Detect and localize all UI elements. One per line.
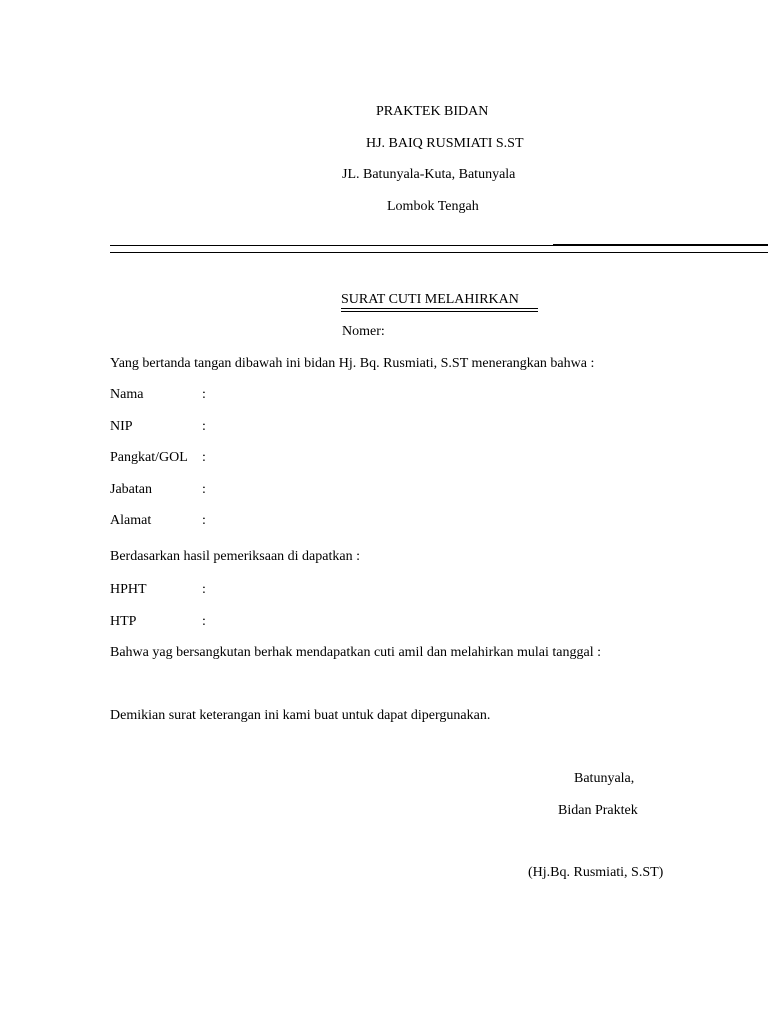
field-colon-jabatan: : — [202, 482, 206, 497]
field-label-htp: HTP — [110, 614, 137, 629]
field-colon-nip: : — [202, 419, 206, 434]
signature-role: Bidan Praktek — [558, 803, 638, 818]
letter-title-underline-2 — [341, 311, 538, 312]
field-colon-pangkat-gol: : — [202, 450, 206, 465]
signature-name: (Hj.Bq. Rusmiati, S.ST) — [528, 865, 664, 880]
field-colon-hpht: : — [202, 582, 206, 597]
leave-statement: Bahwa yag bersangkutan berhak mendapatkan cuti amil dan melahirkan mulai tanggal : — [110, 645, 601, 660]
letter-intro: Yang bertanda tangan dibawah ini bidan Hj. Bq. Rusmiati, S.ST menerangkan bahwa : — [110, 356, 595, 371]
header-rule-top-thick — [553, 244, 768, 246]
letter-title: SURAT CUTI MELAHIRKAN — [341, 292, 519, 307]
header-line-2: HJ. BAIQ RUSMIATI S.ST — [366, 136, 524, 151]
header-line-4: Lombok Tengah — [387, 199, 479, 214]
field-label-pangkat-gol: Pangkat/GOL — [110, 450, 188, 465]
field-colon-htp: : — [202, 614, 206, 629]
field-label-nama: Nama — [110, 387, 144, 402]
header-rule-bottom — [110, 252, 768, 253]
header-line-3: JL. Batunyala-Kuta, Batunyala — [342, 167, 516, 182]
letter-title-underline-1 — [341, 308, 538, 309]
field-label-alamat: Alamat — [110, 513, 152, 528]
closing-statement: Demikian surat keterangan ini kami buat untuk dapat dipergunakan. — [110, 708, 491, 723]
exam-intro: Berdasarkan hasil pemeriksaan di dapatkan : — [110, 549, 360, 564]
field-label-hpht: HPHT — [110, 582, 147, 597]
field-colon-alamat: : — [202, 513, 206, 528]
field-label-jabatan: Jabatan — [110, 482, 152, 497]
field-label-nip: NIP — [110, 419, 133, 434]
letter-number-label: Nomer: — [342, 324, 385, 339]
signature-place: Batunyala, — [574, 771, 635, 786]
field-colon-nama: : — [202, 387, 206, 402]
header-line-1: PRAKTEK BIDAN — [376, 104, 489, 119]
header-rule-top — [110, 245, 553, 246]
